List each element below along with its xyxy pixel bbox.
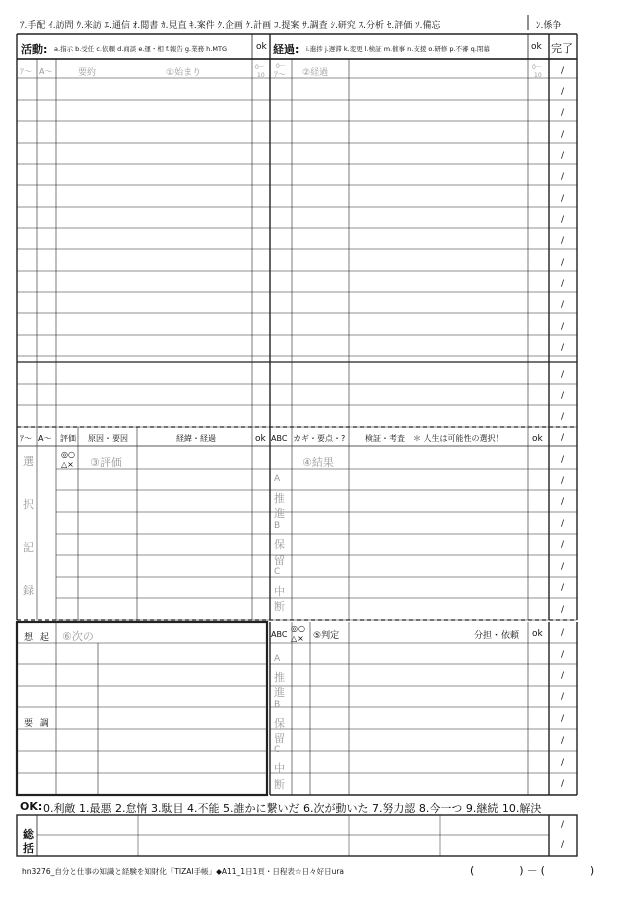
bottom-marks-top: ◎○	[291, 624, 305, 633]
activity-codes: a.指示 b.受任 c.依頼 d.商談 e.運・相 f.報告 g.業務 h.MTG	[54, 45, 227, 53]
complete-label: 完了	[551, 42, 573, 55]
progress-codes: i.進捗 j.遅滞 k.変更 l.検証 m.催事 n.支援 o.研修 p.不審 q.閉幕	[306, 45, 490, 53]
completion-slash: /	[561, 455, 565, 465]
completion-slash: /	[561, 476, 565, 486]
bottom-marks-bottom: △×	[291, 634, 304, 643]
emphasis-label: 要 調	[24, 719, 51, 729]
abc-vertical-char: A	[274, 474, 281, 484]
completion-slash: /	[561, 540, 565, 550]
summary-label-top: 総	[23, 828, 34, 841]
completion-slash: /	[561, 322, 565, 332]
completion-slash: /	[561, 840, 565, 850]
mid-ok-right: ok	[532, 434, 543, 444]
num-range-top-left: 0～	[255, 64, 265, 71]
keys-header: カギ・要点・?	[293, 434, 346, 443]
num-range-top-mid: 0～	[276, 63, 286, 70]
side-label-select: 選	[23, 455, 34, 468]
completion-slash: /	[561, 820, 565, 830]
box-border	[17, 815, 577, 856]
judge-label: ⑤判定	[313, 631, 340, 641]
start-header: ①始まり	[166, 68, 202, 78]
page-number-field: ( )－( )	[470, 864, 598, 877]
col-b-from: ｱ～	[274, 70, 286, 79]
recall-label: 想 起	[24, 633, 51, 643]
abc-vertical-char: 中	[274, 762, 285, 776]
abc-vertical-char: 保	[274, 716, 285, 730]
completion-slash: /	[561, 433, 565, 443]
completion-slash: /	[561, 519, 565, 529]
abc-vertical-char: 留	[274, 732, 285, 745]
num-range-bottom-right: 10	[534, 72, 542, 79]
next-label: ⑥次の	[62, 630, 94, 643]
result-title: ④結果	[302, 456, 334, 469]
abc-vertical-char: 推	[274, 491, 285, 505]
footer-caption: hn3276_自分と仕事の知識と経験を知財化「TIZAI手帳」◆A11_1日1頁・日程表☆日々好日ura	[22, 867, 345, 876]
completion-slash: /	[561, 562, 565, 572]
completion-slash: /	[561, 130, 565, 140]
eval-marks-bottom: △×	[61, 460, 74, 469]
completion-slash: /	[561, 236, 565, 246]
completion-slash: /	[561, 650, 565, 660]
progress-header: ②経過	[302, 68, 329, 78]
abc-vertical-char: 進	[274, 686, 285, 700]
abc-vertical-char: C	[274, 567, 281, 577]
col-a-to: A～	[39, 67, 53, 76]
bottom-abc: ABC	[271, 630, 288, 639]
abc-vertical-char: 中	[274, 584, 285, 598]
num-range-bottom-left: 10	[257, 72, 265, 79]
box-border	[17, 622, 267, 795]
completion-slash: /	[561, 194, 565, 204]
eval-title: ③評価	[90, 456, 122, 469]
mid-a-to: A～	[38, 434, 52, 443]
assign-label: 分担・依頼	[474, 631, 520, 641]
progress-ok-label: ok	[531, 42, 542, 52]
side-label-record: 記	[23, 541, 34, 554]
mid-a-from: ｱ～	[20, 434, 32, 443]
completion-slash: /	[561, 343, 565, 353]
abc-vertical-char: 保	[274, 538, 285, 551]
completion-slash: /	[561, 108, 565, 118]
category-last: ﾝ.係争	[536, 21, 562, 31]
abc-vertical-char: C	[274, 745, 281, 756]
completion-slash: /	[561, 172, 565, 182]
completion-slash: /	[561, 391, 565, 401]
completion-slash: /	[561, 605, 565, 615]
completion-slash: /	[561, 87, 565, 97]
activity-label: 活動:	[21, 43, 48, 56]
completion-slash: /	[561, 583, 565, 593]
completion-slash: /	[561, 736, 565, 746]
completion-slash: /	[561, 66, 565, 76]
col-a-from: ｱ～	[20, 67, 32, 76]
abc-vertical-char: 留	[274, 553, 285, 567]
completion-slash: /	[561, 279, 565, 289]
completion-slash: /	[561, 714, 565, 724]
completion-slash: /	[561, 692, 565, 702]
ok-legend-items: 0.利敵 1.最悪 2.怠惰 3.駄目 4.不能 5.誰かに繋いだ 6.次が動いた 7.努力認 8.今一つ 9.継続 10.解決	[43, 802, 542, 815]
abc-vertical-char: A	[274, 654, 281, 664]
completion-slash: /	[561, 412, 565, 422]
abc-vertical-char: 断	[274, 600, 285, 613]
abc-vertical-char: 推	[274, 671, 285, 685]
abc-vertical-char: B	[274, 520, 281, 531]
summary-label-bottom: 括	[23, 842, 34, 855]
completion-slash: /	[561, 258, 565, 268]
eval-marks-top: ◎○	[61, 450, 75, 459]
completion-slash: /	[561, 628, 565, 638]
completion-slash: /	[561, 497, 565, 507]
mid-eval-head: 評価	[60, 434, 76, 443]
completion-slash: /	[561, 300, 565, 310]
abc-vertical-char: 断	[274, 777, 285, 791]
cause-header: 原因・要因	[88, 434, 128, 443]
category-list: ｱ.手配 ｲ.訪問 ｳ.来訪 ｴ.通信 ｵ.閲書 ｶ.見直 ｷ.案件 ｸ.企画 ｹ.計画 ｺ.提案 ｻ.調査 ｼ.研究 ｽ.分析 ｾ.評価 ｿ.備忘	[20, 21, 441, 31]
mid-ok-left: ok	[255, 434, 266, 444]
progress-label: 経過:	[273, 43, 300, 56]
completion-slash: /	[561, 758, 565, 768]
verify-header: 検証・考査 ＊ 人生は可能性の選択！	[365, 434, 504, 443]
completion-slash: /	[561, 671, 565, 681]
mid-abc: ABC	[271, 434, 288, 443]
activity-ok-label: ok	[256, 42, 267, 52]
side-label-choice: 択	[23, 498, 34, 511]
completion-slash: /	[561, 779, 565, 789]
completion-slash: /	[561, 370, 565, 380]
abc-vertical-char: 進	[274, 507, 285, 520]
details-header: 経緯・経過	[176, 434, 216, 443]
side-label-log: 録	[23, 584, 34, 597]
summary-header: 要約	[78, 68, 97, 78]
abc-vertical-char: B	[274, 699, 281, 710]
num-range-top-right: 0～	[532, 64, 542, 71]
completion-slash: /	[561, 215, 565, 225]
ok-legend-label: OK:	[20, 800, 43, 813]
bottom-ok: ok	[532, 629, 543, 639]
completion-slash: /	[561, 151, 565, 161]
